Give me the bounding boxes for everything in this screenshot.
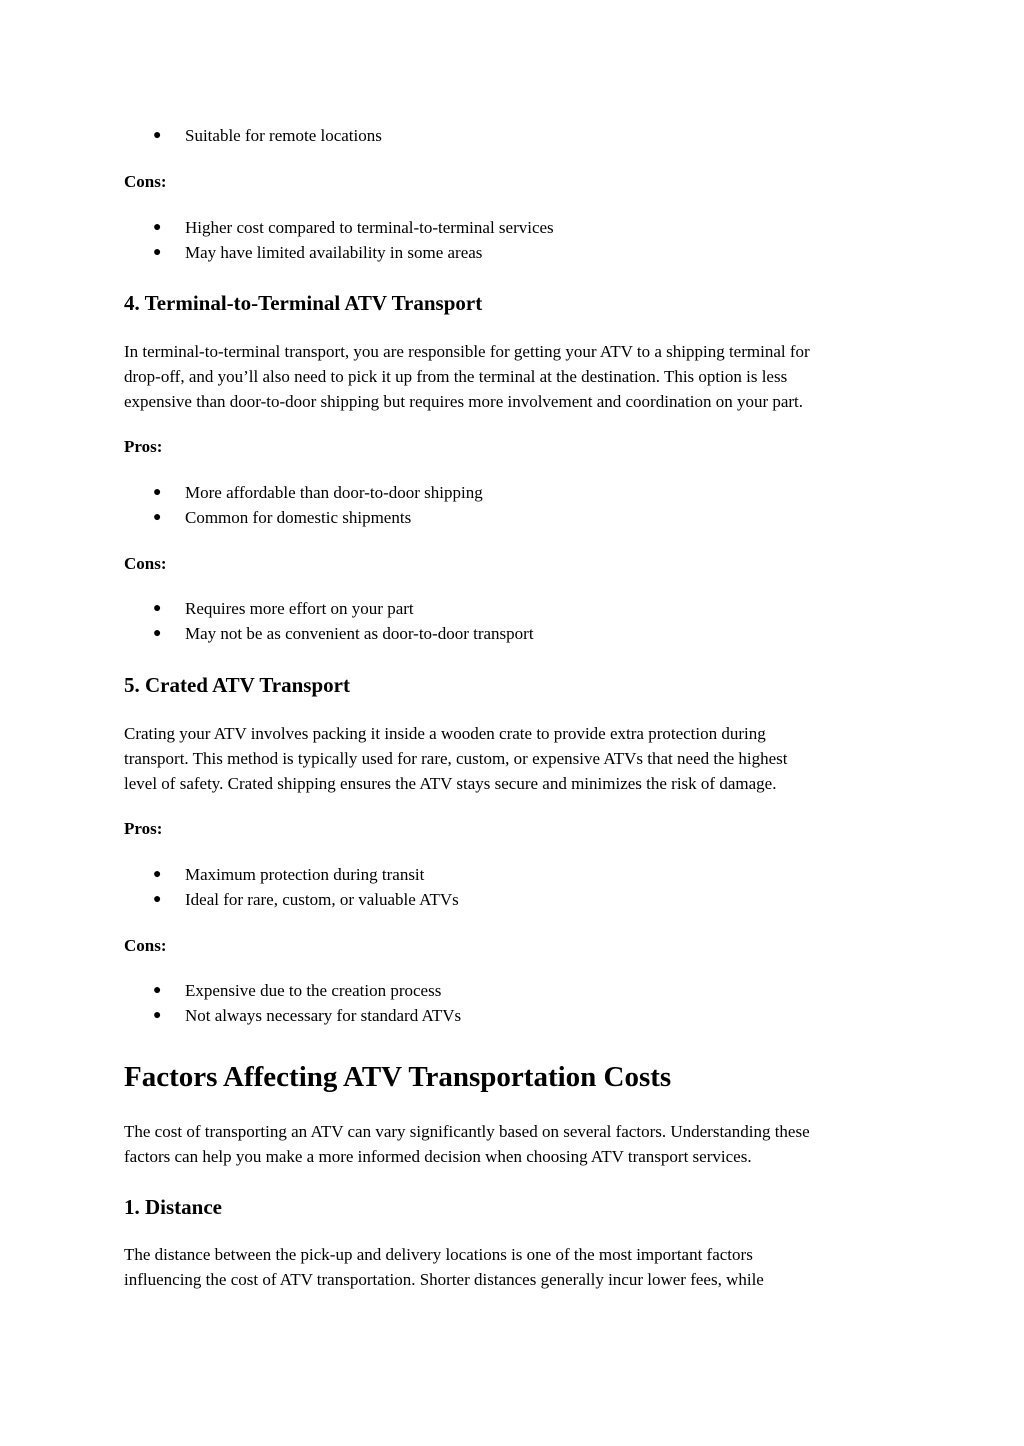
list-item-text: Higher cost compared to terminal-to-terminal services: [185, 218, 554, 237]
bullet-icon: ●: [153, 485, 162, 500]
paragraph-line: Crating your ATV involves packing it inside a wooden crate to provide extra protection during: [124, 724, 766, 743]
cons-label: Cons:: [124, 936, 167, 955]
section-paragraph: [124, 339, 904, 414]
list-item-text: May not be as convenient as door-to-door transport: [185, 624, 534, 643]
paragraph-line: In terminal-to-terminal transport, you are responsible for getting your ATV to a shipping terminal for: [124, 342, 810, 361]
list-item-text: More affordable than door-to-door shipping: [185, 483, 483, 502]
list-item-text: Maximum protection during transit: [185, 865, 425, 884]
pros-label: Pros:: [124, 819, 163, 838]
bullet-icon: ●: [153, 626, 162, 641]
list-item-text: Expensive due to the creation process: [185, 981, 442, 1000]
bullet-icon: ●: [153, 510, 162, 525]
paragraph-line: expensive than door-to-door shipping but requires more involvement and coordination on your part.: [124, 392, 804, 411]
list-item-text: May have limited availability in some areas: [185, 243, 483, 262]
list-item-text: Common for domestic shipments: [185, 508, 412, 527]
cons-label: Cons:: [124, 554, 167, 573]
bullet-icon: ●: [153, 867, 162, 882]
cons-label: Cons:: [124, 172, 167, 191]
list-item-text: Suitable for remote locations: [185, 126, 382, 145]
paragraph-line: The cost of transporting an ATV can vary significantly based on several factors. Understanding these: [124, 1122, 810, 1141]
list-item-text: Ideal for rare, custom, or valuable ATVs: [185, 890, 459, 909]
paragraph-line: level of safety. Crated shipping ensures the ATV stays secure and minimizes the risk of damage.: [124, 774, 777, 793]
section-paragraph: [124, 721, 904, 796]
bullet-icon: ●: [153, 220, 162, 235]
pros-label: Pros:: [124, 437, 163, 456]
major-heading: Factors Affecting ATV Transportation Costs: [124, 1061, 672, 1093]
paragraph-line: The distance between the pick-up and delivery locations is one of the most important factors: [124, 1245, 753, 1264]
paragraph-line: drop-off, and you’ll also need to pick it up from the terminal at the destination. This option is less: [124, 367, 788, 386]
paragraph-line: influencing the cost of ATV transportation. Shorter distances generally incur lower fees, while: [124, 1270, 764, 1289]
section-heading: 4. Terminal-to-Terminal ATV Transport: [124, 291, 483, 315]
bullet-icon: ●: [153, 601, 162, 616]
list-item-text: Not always necessary for standard ATVs: [185, 1006, 462, 1025]
bullet-icon: ●: [153, 128, 162, 143]
list-item-text: Requires more effort on your part: [185, 599, 414, 618]
bullet-icon: ●: [153, 1008, 162, 1023]
paragraph-line: transport. This method is typically used for rare, custom, or expensive ATVs that need the highest: [124, 749, 788, 768]
bullet-icon: ●: [153, 983, 162, 998]
paragraph-line: factors can help you make a more informed decision when choosing ATV transport services.: [124, 1147, 752, 1166]
bullet-icon: ●: [153, 245, 162, 260]
bullet-icon: ●: [153, 892, 162, 907]
section-heading: 1. Distance: [124, 1195, 222, 1219]
section-heading: 5. Crated ATV Transport: [124, 673, 350, 697]
section-paragraph: [124, 1119, 904, 1169]
section-paragraph: [124, 1242, 904, 1292]
